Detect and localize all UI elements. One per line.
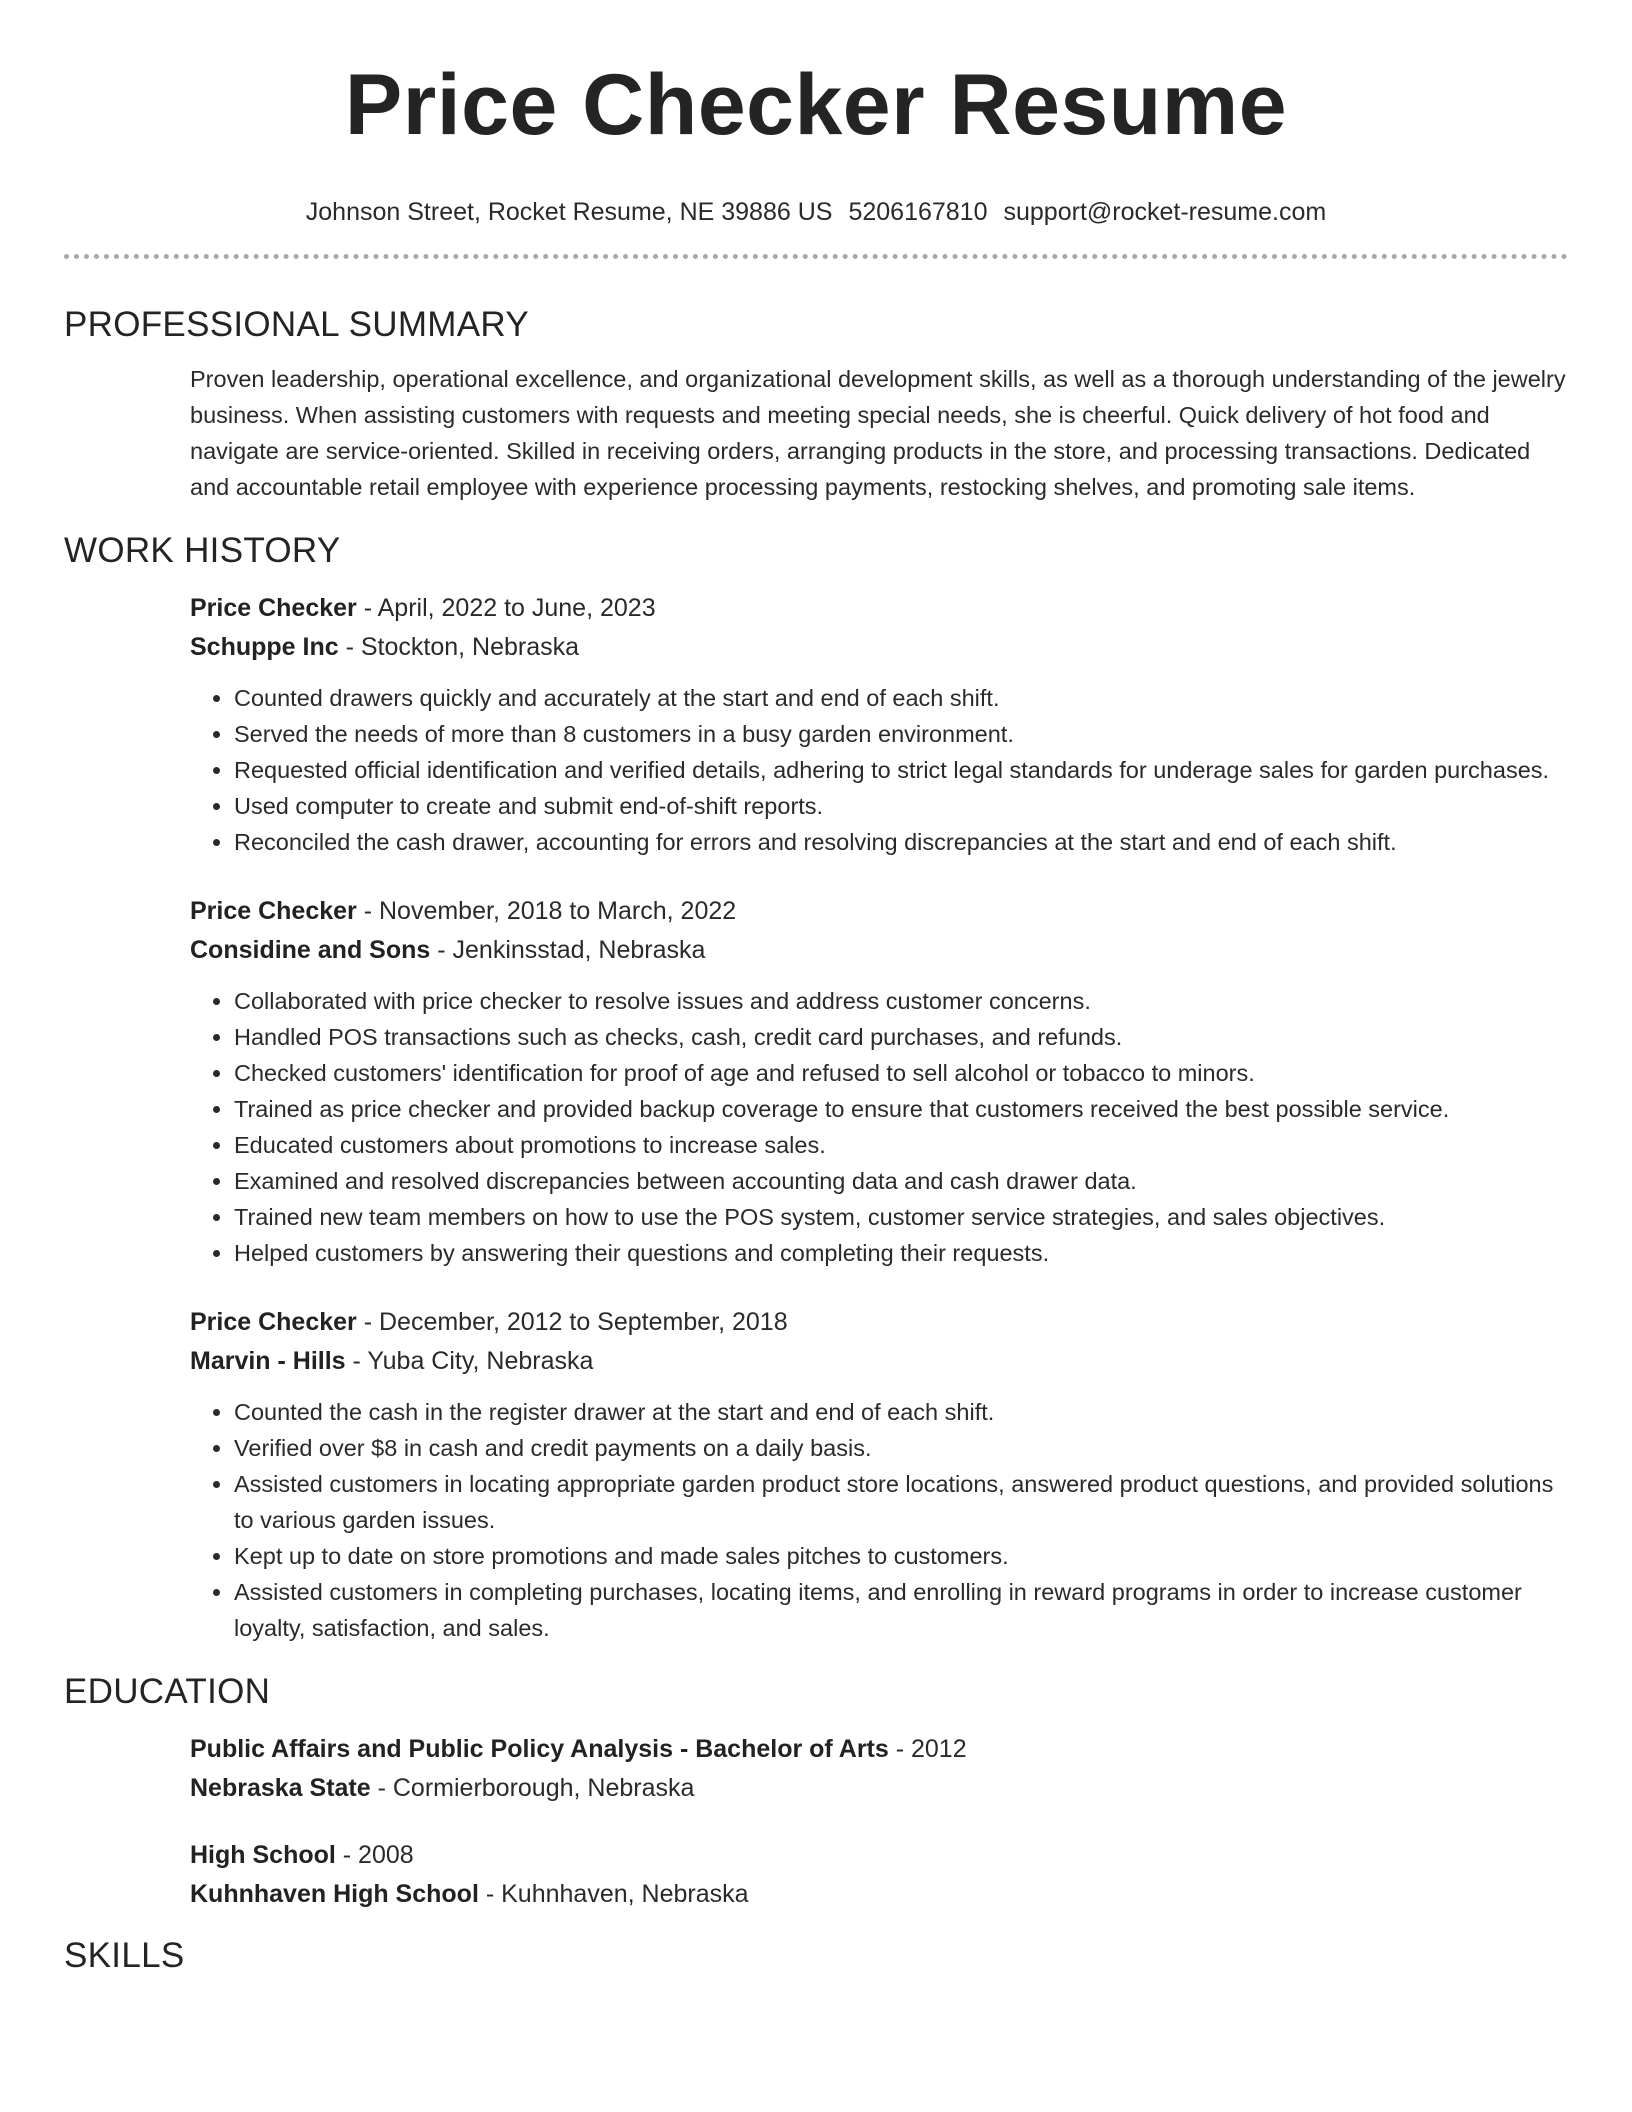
education-degree-line [190, 1836, 1568, 1875]
job-company: Considine and Sons [190, 936, 431, 964]
education-degree: Public Affairs and Public Policy Analysis - Bachelor of Arts [190, 1735, 889, 1763]
contact-email: support@rocket-resume.com [1003, 198, 1327, 226]
job-title-line [190, 892, 1568, 931]
summary-section [64, 361, 1568, 505]
job-location: - Stockton, Nebraska [338, 633, 580, 661]
job-dates: - December, 2012 to September, 2018 [356, 1308, 788, 1336]
summary-heading: PROFESSIONAL SUMMARY [64, 305, 529, 344]
job-bullets [190, 680, 1568, 860]
job-company-line [190, 628, 1568, 667]
job-bullet: • Assisted customers in completing purchases, locating items, and enrolling in reward programs in order to increase customer loyalty, satisfaction, and sales. [234, 1574, 1568, 1646]
contact-phone: 5206167810 [848, 198, 988, 226]
education-school-line [190, 1875, 1568, 1914]
contact-info [64, 196, 1568, 228]
job-bullets [190, 983, 1568, 1271]
job-bullet: • Examined and resolved discrepancies between accounting data and cash drawer data. [234, 1163, 1568, 1199]
education-entry [190, 1836, 1568, 1914]
education-year: - 2012 [888, 1735, 967, 1763]
job-bullet: • Collaborated with price checker to resolve issues and address customer concerns. [234, 983, 1568, 1019]
job-bullet: • Checked customers' identification for proof of age and refused to sell alcohol or tobacco to minors. [234, 1055, 1568, 1091]
job-company-line [190, 931, 1568, 970]
job-dates: - April, 2022 to June, 2023 [356, 594, 656, 622]
education-heading: EDUCATION [64, 1672, 271, 1711]
job-title-line [190, 589, 1568, 628]
job-dates: - November, 2018 to March, 2022 [356, 897, 737, 925]
job-entry [190, 1303, 1568, 1646]
work-history-heading: WORK HISTORY [64, 531, 341, 570]
job-location: - Yuba City, Nebraska [345, 1347, 594, 1375]
job-bullet: • Handled POS transactions such as checks, cash, credit card purchases, and refunds. [234, 1019, 1568, 1055]
job-location: - Jenkinsstad, Nebraska [430, 936, 706, 964]
job-bullet: • Reconciled the cash drawer, accounting for errors and resolving discrepancies at the start and end of each shift. [234, 824, 1568, 860]
summary-text: Proven leadership, operational excellence, and organizational development skills, as well as a thorough understanding of the jewelry business. When assisting customers with requests and meeting special needs, she is cheerful. Quick delivery of hot food and navigate are service-oriented. Skilled in receiving orders, arranging products in the store, and processing transactions. Dedicated and accountable retail employee with experience processing payments, restocking shelves, and promoting sale items. [190, 366, 1566, 500]
education-degree: High School [190, 1841, 336, 1869]
job-company: Schuppe Inc [190, 633, 339, 661]
job-title: Price Checker [190, 1308, 357, 1336]
job-entry [190, 892, 1568, 1271]
job-bullet: • Trained as price checker and provided backup coverage to ensure that customers received the best possible service. [234, 1091, 1568, 1127]
job-title: Price Checker [190, 897, 357, 925]
job-company-line [190, 1342, 1568, 1381]
education-school: Nebraska State [190, 1774, 371, 1802]
job-bullet: • Served the needs of more than 8 customers in a busy garden environment. [234, 716, 1568, 752]
education-school: Kuhnhaven High School [190, 1880, 479, 1908]
job-company: Marvin - Hills [190, 1347, 346, 1375]
education-degree-line [190, 1730, 1568, 1769]
header-divider [64, 254, 1568, 259]
education-location: - Cormierborough, Nebraska [370, 1774, 695, 1802]
job-bullet: • Trained new team members on how to use the POS system, customer service strategies, and sales objectives. [234, 1199, 1568, 1235]
skills-heading: SKILLS [64, 1936, 185, 1975]
job-title-line [190, 1303, 1568, 1342]
job-bullet: • Requested official identification and verified details, adhering to strict legal standards for underage sales for garden purchases. [234, 752, 1568, 788]
education-section [64, 1730, 1568, 1914]
education-year: - 2008 [335, 1841, 414, 1869]
job-entry [190, 589, 1568, 860]
resume-title: Price Checker Resume [344, 57, 1288, 153]
job-bullets [190, 1394, 1568, 1646]
job-bullet: • Used computer to create and submit end-of-shift reports. [234, 788, 1568, 824]
job-bullet: • Educated customers about promotions to increase sales. [234, 1127, 1568, 1163]
education-school-line [190, 1769, 1568, 1808]
job-bullet: • Counted the cash in the register drawer at the start and end of each shift. [234, 1394, 1568, 1430]
job-bullet: • Assisted customers in locating appropriate garden product store locations, answered product questions, and provided solutions to various garden issues. [234, 1466, 1568, 1538]
job-title: Price Checker [190, 594, 357, 622]
job-bullet: • Helped customers by answering their questions and completing their requests. [234, 1235, 1568, 1271]
job-bullet: • Kept up to date on store promotions and made sales pitches to customers. [234, 1538, 1568, 1574]
job-bullet: • Counted drawers quickly and accurately at the start and end of each shift. [234, 680, 1568, 716]
education-location: - Kuhnhaven, Nebraska [478, 1880, 749, 1908]
work-history-section [64, 589, 1568, 1646]
contact-address: Johnson Street, Rocket Resume, NE 39886 US [305, 198, 833, 226]
education-entry [190, 1730, 1568, 1808]
job-bullet: • Verified over $8 in cash and credit payments on a daily basis. [234, 1430, 1568, 1466]
